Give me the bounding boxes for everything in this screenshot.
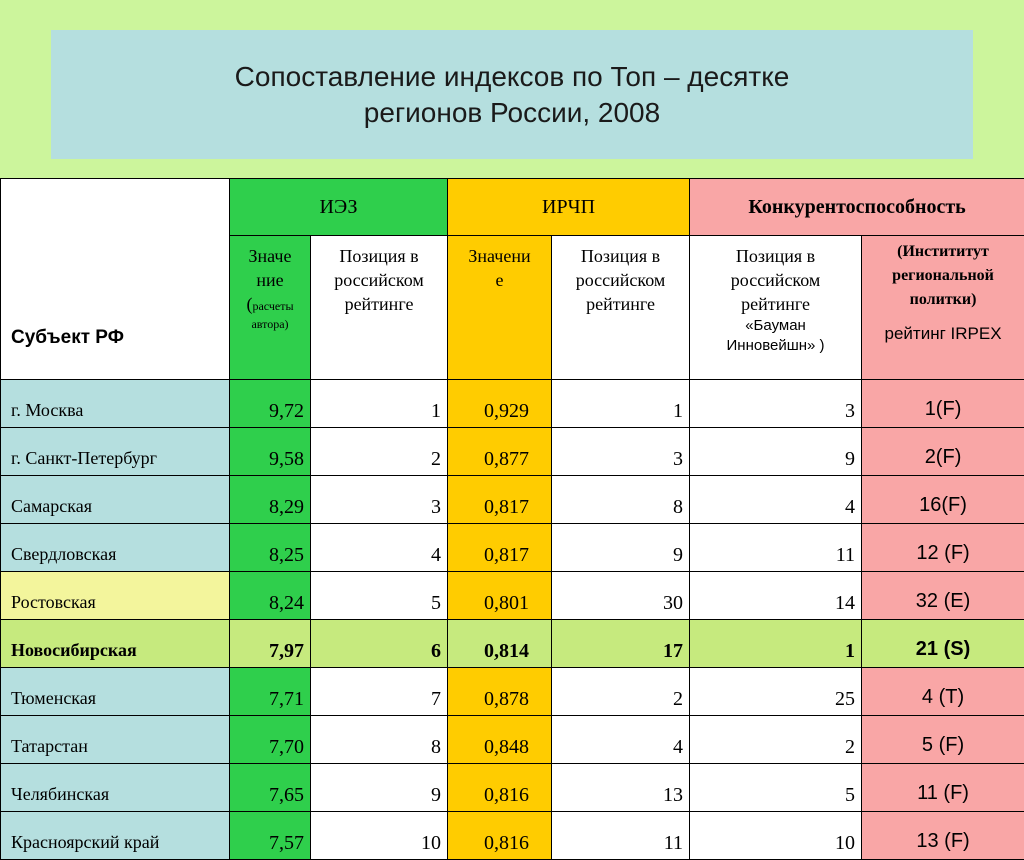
irchp-value: 0,878 xyxy=(448,668,552,716)
bauman-position: 25 xyxy=(690,668,862,716)
iez-value-line2: ние xyxy=(230,268,310,292)
irchp-value: 0,817 xyxy=(448,524,552,572)
bauman-line1: «Бауман xyxy=(690,316,861,336)
iez-value: 7,70 xyxy=(230,716,311,764)
iez-value: 9,58 xyxy=(230,428,311,476)
region-name: Красноярский край xyxy=(1,812,230,860)
iez-position: 1 xyxy=(311,380,448,428)
title-line-2: регионов России, 2008 xyxy=(364,95,660,131)
title-line-1: Сопоставление индексов по Топ – десятке xyxy=(235,59,790,95)
irchp-position: 8 xyxy=(552,476,690,524)
irpex-line3: политки) xyxy=(862,288,1024,312)
table-row xyxy=(1,428,1024,476)
header-iez-value xyxy=(230,236,311,380)
slide-title xyxy=(51,30,973,159)
irchp-value: 0,816 xyxy=(448,764,552,812)
irpex-rating: 21 (S) xyxy=(862,620,1024,668)
table-row xyxy=(1,380,1024,428)
pos-line1: Позиция в xyxy=(690,244,861,268)
iez-position: 9 xyxy=(311,764,448,812)
pos-line3: рейтинге xyxy=(690,292,861,316)
iez-position: 2 xyxy=(311,428,448,476)
irchp-position: 9 xyxy=(552,524,690,572)
iez-position: 8 xyxy=(311,716,448,764)
header-irchp-position xyxy=(552,236,690,380)
bauman-position: 14 xyxy=(690,572,862,620)
irpex-rating: 12 (F) xyxy=(862,524,1024,572)
table-body xyxy=(1,380,1024,860)
iez-value: 7,65 xyxy=(230,764,311,812)
irpex-rating: 11 (F) xyxy=(862,764,1024,812)
bauman-line2: Инновейшн» ) xyxy=(690,336,861,356)
irchp-value: 0,877 xyxy=(448,428,552,476)
table-row xyxy=(1,716,1024,764)
region-name: Свердловская xyxy=(1,524,230,572)
iez-position: 4 xyxy=(311,524,448,572)
region-name: Новосибирская xyxy=(1,620,230,668)
iez-position: 7 xyxy=(311,668,448,716)
region-name: Ростовская xyxy=(1,572,230,620)
iez-value: 8,24 xyxy=(230,572,311,620)
iez-value: 7,71 xyxy=(230,668,311,716)
irchp-value: 0,848 xyxy=(448,716,552,764)
header-irpex xyxy=(862,236,1024,380)
pos-line1: Позиция в xyxy=(311,244,447,268)
irpex-line2: региональной xyxy=(862,264,1024,288)
irchp-value: 0,816 xyxy=(448,812,552,860)
table-row xyxy=(1,572,1024,620)
header-bauman-position xyxy=(690,236,862,380)
irchp-value-line1: Значени xyxy=(448,244,551,268)
irchp-position: 1 xyxy=(552,380,690,428)
irchp-value: 0,814 xyxy=(448,620,552,668)
region-name: Тюменская xyxy=(1,668,230,716)
table-row xyxy=(1,812,1024,860)
pos-line3: рейтинге xyxy=(552,292,689,316)
header-irchp-value xyxy=(448,236,552,380)
irchp-value: 0,801 xyxy=(448,572,552,620)
bauman-position: 1 xyxy=(690,620,862,668)
header-row-1 xyxy=(1,179,1024,236)
iez-position: 5 xyxy=(311,572,448,620)
irchp-position: 30 xyxy=(552,572,690,620)
bauman-position: 9 xyxy=(690,428,862,476)
iez-value: 8,25 xyxy=(230,524,311,572)
table-row xyxy=(1,764,1024,812)
irpex-rating: 5 (F) xyxy=(862,716,1024,764)
irpex-rating: 4 (T) xyxy=(862,668,1024,716)
iez-value-line1: Значе xyxy=(230,244,310,268)
bauman-position: 11 xyxy=(690,524,862,572)
bauman-position: 3 xyxy=(690,380,862,428)
irpex-rating: 13 (F) xyxy=(862,812,1024,860)
irpex-rating: 1(F) xyxy=(862,380,1024,428)
table-row xyxy=(1,668,1024,716)
table-row xyxy=(1,524,1024,572)
irchp-position: 17 xyxy=(552,620,690,668)
table-row xyxy=(1,620,1024,668)
region-name: Самарская xyxy=(1,476,230,524)
header-iez: ИЭЗ xyxy=(230,179,448,236)
header-irchp: ИРЧП xyxy=(448,179,690,236)
iez-value-note2: автора) xyxy=(230,316,310,332)
irchp-position: 13 xyxy=(552,764,690,812)
bauman-position: 5 xyxy=(690,764,862,812)
iez-value: 9,72 xyxy=(230,380,311,428)
region-name: Татарстан xyxy=(1,716,230,764)
region-name: г. Санкт-Петербург xyxy=(1,428,230,476)
irpex-line1: (Инстититут xyxy=(862,240,1024,264)
region-name: г. Москва xyxy=(1,380,230,428)
irchp-value: 0,817 xyxy=(448,476,552,524)
irchp-position: 3 xyxy=(552,428,690,476)
pos-line2: российском xyxy=(690,268,861,292)
irchp-position: 2 xyxy=(552,668,690,716)
header-subject: Субъект РФ xyxy=(1,179,230,380)
bauman-position: 10 xyxy=(690,812,862,860)
header-konk: Конкурентоспособность xyxy=(690,179,1024,236)
irpex-rating: 32 (E) xyxy=(862,572,1024,620)
iez-position: 3 xyxy=(311,476,448,524)
irpex-rating: 16(F) xyxy=(862,476,1024,524)
table-row xyxy=(1,476,1024,524)
irchp-position: 11 xyxy=(552,812,690,860)
irchp-value-line2: е xyxy=(448,268,551,292)
iez-value: 7,97 xyxy=(230,620,311,668)
iez-position: 10 xyxy=(311,812,448,860)
irchp-value: 0,929 xyxy=(448,380,552,428)
pos-line3: рейтинге xyxy=(311,292,447,316)
irpex-line4: рейтинг IRPEX xyxy=(862,322,1024,346)
iez-value-note1: расчеты xyxy=(252,299,293,313)
bauman-position: 2 xyxy=(690,716,862,764)
header-iez-position xyxy=(311,236,448,380)
irchp-position: 4 xyxy=(552,716,690,764)
irpex-rating: 2(F) xyxy=(862,428,1024,476)
comparison-table xyxy=(0,178,1024,860)
iez-value: 8,29 xyxy=(230,476,311,524)
pos-line2: российском xyxy=(552,268,689,292)
pos-line1: Позиция в xyxy=(552,244,689,268)
iez-value-paren: ( xyxy=(246,294,252,314)
iez-value: 7,57 xyxy=(230,812,311,860)
bauman-position: 4 xyxy=(690,476,862,524)
pos-line2: российском xyxy=(311,268,447,292)
iez-position: 6 xyxy=(311,620,448,668)
region-name: Челябинская xyxy=(1,764,230,812)
